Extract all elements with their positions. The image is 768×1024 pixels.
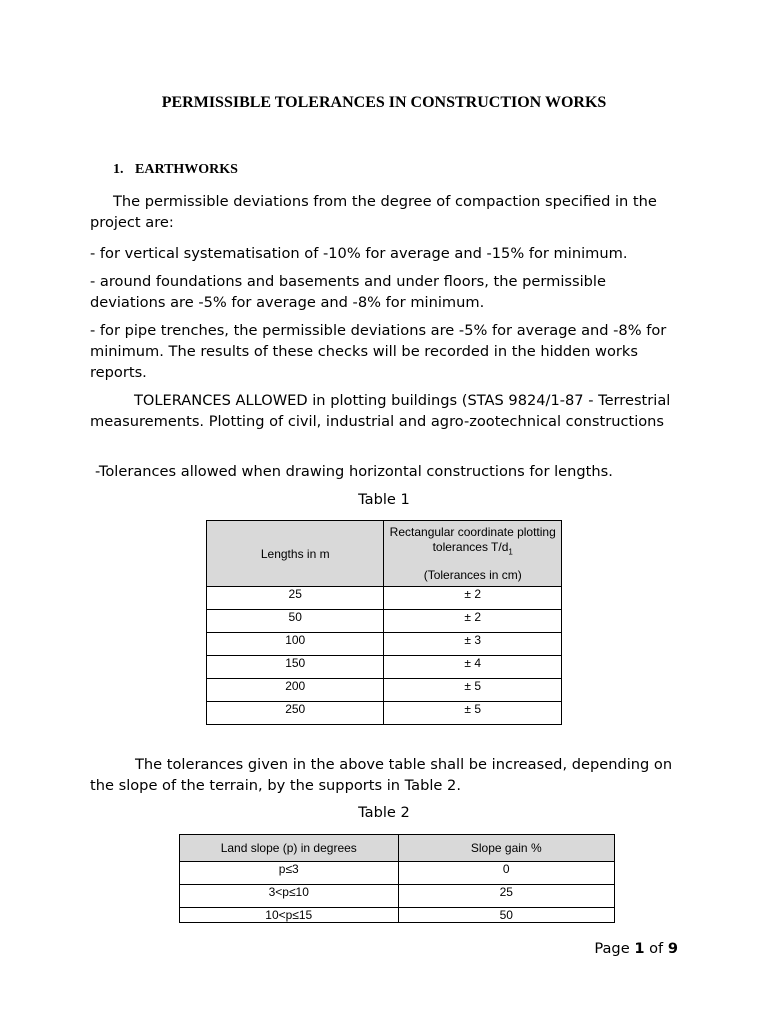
table-cell: 25	[207, 587, 384, 610]
table1	[206, 520, 562, 725]
table-cell: ± 5	[384, 679, 562, 702]
table1-header-units: (Tolerances in cm)	[423, 567, 522, 582]
table-cell: ± 3	[384, 633, 562, 656]
page-total: 9	[667, 940, 678, 957]
table-row	[180, 885, 615, 908]
table-cell: 200	[207, 679, 384, 702]
paragraph-trenches: - for pipe trenches, the permissible deviations are -5% for average and -8% for minimum. The results of these checks will be recorded in the hidden works reports.	[90, 322, 667, 381]
table-cell: 100	[207, 633, 384, 656]
table-cell: 250	[207, 702, 384, 725]
table1-caption: Table 1	[358, 491, 410, 508]
page-footer	[594, 940, 678, 957]
page-label: Page	[594, 940, 630, 957]
paragraph-horizontal: -Tolerances allowed when drawing horizontal constructions for lengths.	[95, 463, 613, 480]
table-row	[180, 908, 615, 923]
table-cell: 25	[398, 885, 614, 908]
table2-caption: Table 2	[358, 804, 410, 821]
table-cell: 10<p≤15	[180, 908, 399, 923]
section-number: 1.	[113, 162, 124, 177]
table-row	[207, 702, 562, 725]
paragraph-plotting: TOLERANCES ALLOWED in plotting buildings (STAS 9824/1-87 - Terrestrial measurements. Plotting of civil, industrial and agro-zootechnical constructions	[90, 392, 671, 430]
paragraph-slope: The tolerances given in the above table shall be increased, depending on the slope of the terrain, by the supports in Table 2.	[90, 756, 673, 794]
document-title: PERMISSIBLE TOLERANCES IN CONSTRUCTION WORKS	[161, 94, 607, 111]
table-row	[207, 610, 562, 633]
table-cell: 150	[207, 656, 384, 679]
section-title: EARTHWORKS	[135, 162, 238, 177]
page-current: 1	[634, 940, 645, 957]
table-row	[207, 656, 562, 679]
table-cell: 3<p≤10	[180, 885, 399, 908]
table-row	[207, 633, 562, 656]
table2	[179, 834, 615, 923]
section-heading	[113, 162, 238, 178]
paragraph-foundations: - around foundations and basements and under floors, the permissible deviations are -5% for average and -8% for minimum.	[90, 273, 606, 311]
table-row	[180, 862, 615, 885]
table-cell: ± 2	[384, 587, 562, 610]
table-cell: 0	[398, 862, 614, 885]
table1-header-lengths: Lengths in m	[207, 521, 384, 587]
table-cell: ± 2	[384, 610, 562, 633]
table2-header-gain: Slope gain %	[398, 835, 614, 862]
table-cell: ± 5	[384, 702, 562, 725]
table-row	[207, 679, 562, 702]
page-of: of	[649, 940, 664, 957]
table-cell: p≤3	[180, 862, 399, 885]
table1-header-subscript: 1	[508, 547, 513, 557]
table-cell: ± 4	[384, 656, 562, 679]
table1-header-tolerances	[384, 521, 562, 587]
paragraph-intro: The permissible deviations from the degree of compaction specified in the project are:	[90, 193, 657, 231]
table1-header-tolerances-label: Rectangular coordinate plotting tolerances T/d	[389, 525, 556, 555]
paragraph-vertical: - for vertical systematisation of -10% for average and -15% for minimum.	[90, 245, 628, 262]
table-cell: 50	[207, 610, 384, 633]
table2-header-slope: Land slope (p) in degrees	[180, 835, 399, 862]
table-cell: 50	[398, 908, 614, 923]
table-row	[207, 587, 562, 610]
